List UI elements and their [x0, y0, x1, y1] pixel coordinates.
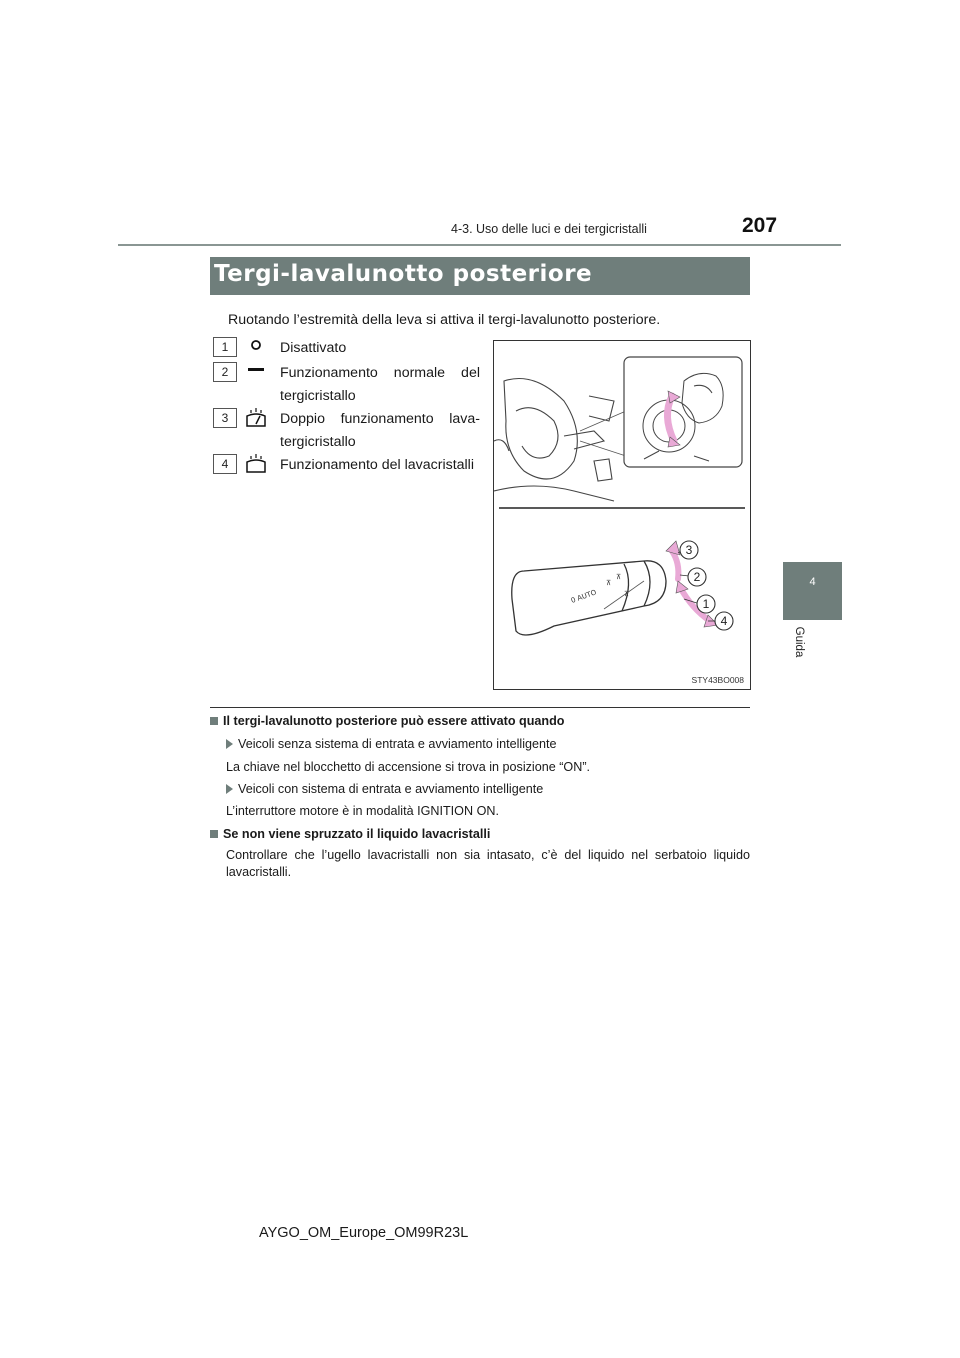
item-text: Disattivato	[280, 340, 347, 356]
svg-text:⊼: ⊼	[606, 579, 612, 587]
callout-1	[696, 594, 716, 614]
wiper-washer-icon	[245, 408, 267, 428]
callout-2	[687, 567, 707, 587]
footer-doc-code: AYGO_OM_Europe_OM99R23L	[259, 1225, 469, 1241]
item-number-badge: 2	[213, 362, 237, 382]
figure-code: STY43BO008	[691, 675, 744, 685]
item-number-badge: 3	[213, 408, 237, 428]
square-bullet-icon	[210, 830, 218, 838]
chapter-label: Guida	[793, 626, 805, 658]
svg-text:3: 3	[685, 543, 693, 557]
section-title-bar	[210, 257, 750, 295]
triangle-bullet-icon	[226, 739, 233, 749]
item-number-badge: 1	[213, 337, 237, 357]
header-section-title: 4-3. Uso delle luci e dei tergicristalli	[451, 222, 647, 236]
chapter-tab[interactable]	[783, 562, 842, 620]
note-text: Controllare che l’ugello lavacristalli non sia intasato, c’è del liquido nel serbatoio liquido lavacristalli.	[226, 848, 750, 879]
note-subitem: Veicoli con sistema di entrata e avviamento intelligente	[210, 782, 766, 796]
item-text: Doppio funzionamento lava-tergicristallo	[280, 411, 480, 450]
svg-text:0 AUTO: 0 AUTO	[569, 588, 598, 605]
item-number-badge: 4	[213, 454, 237, 474]
section-title: Tergi-lavalunotto posteriore	[214, 261, 593, 287]
note-heading: Il tergi-lavalunotto posteriore può essere attivato quando	[210, 714, 750, 728]
off-circle-icon	[245, 337, 267, 357]
notes-divider	[210, 707, 750, 708]
svg-text:4: 4	[720, 614, 728, 628]
svg-text:⊼: ⊼	[616, 573, 622, 581]
item-text: Funzionamento del lavacristalli	[280, 457, 474, 473]
page-number: 207	[742, 214, 778, 237]
chapter-tab-number: 4	[809, 576, 816, 588]
svg-text:2: 2	[693, 570, 701, 584]
intro-text: Ruotando l’estremità della leva si attiva il tergi-lavalunotto posteriore.	[228, 312, 661, 328]
dash-icon	[245, 362, 267, 382]
note-heading: Se non viene spruzzato il liquido lavacristalli	[210, 827, 750, 841]
callout-3	[679, 540, 699, 560]
svg-text:1: 1	[702, 597, 710, 611]
item-text: Funzionamento normale del tergicristallo	[280, 365, 480, 404]
note-subitem: Veicoli senza sistema di entrata e avviamento intelligente	[210, 737, 766, 751]
wiper-lever-illustration	[493, 340, 751, 690]
callout-4	[714, 611, 734, 631]
note-text: La chiave nel blocchetto di accensione si trova in posizione “ON”.	[226, 760, 591, 774]
header-rule	[118, 244, 841, 246]
note-text: L’interruttore motore è in modalità IGNITION ON.	[226, 804, 499, 818]
illustration-drawing	[494, 341, 750, 689]
triangle-bullet-icon	[226, 784, 233, 794]
washer-icon	[245, 454, 267, 474]
svg-text:⊼: ⊼	[624, 590, 630, 598]
square-bullet-icon	[210, 717, 218, 725]
